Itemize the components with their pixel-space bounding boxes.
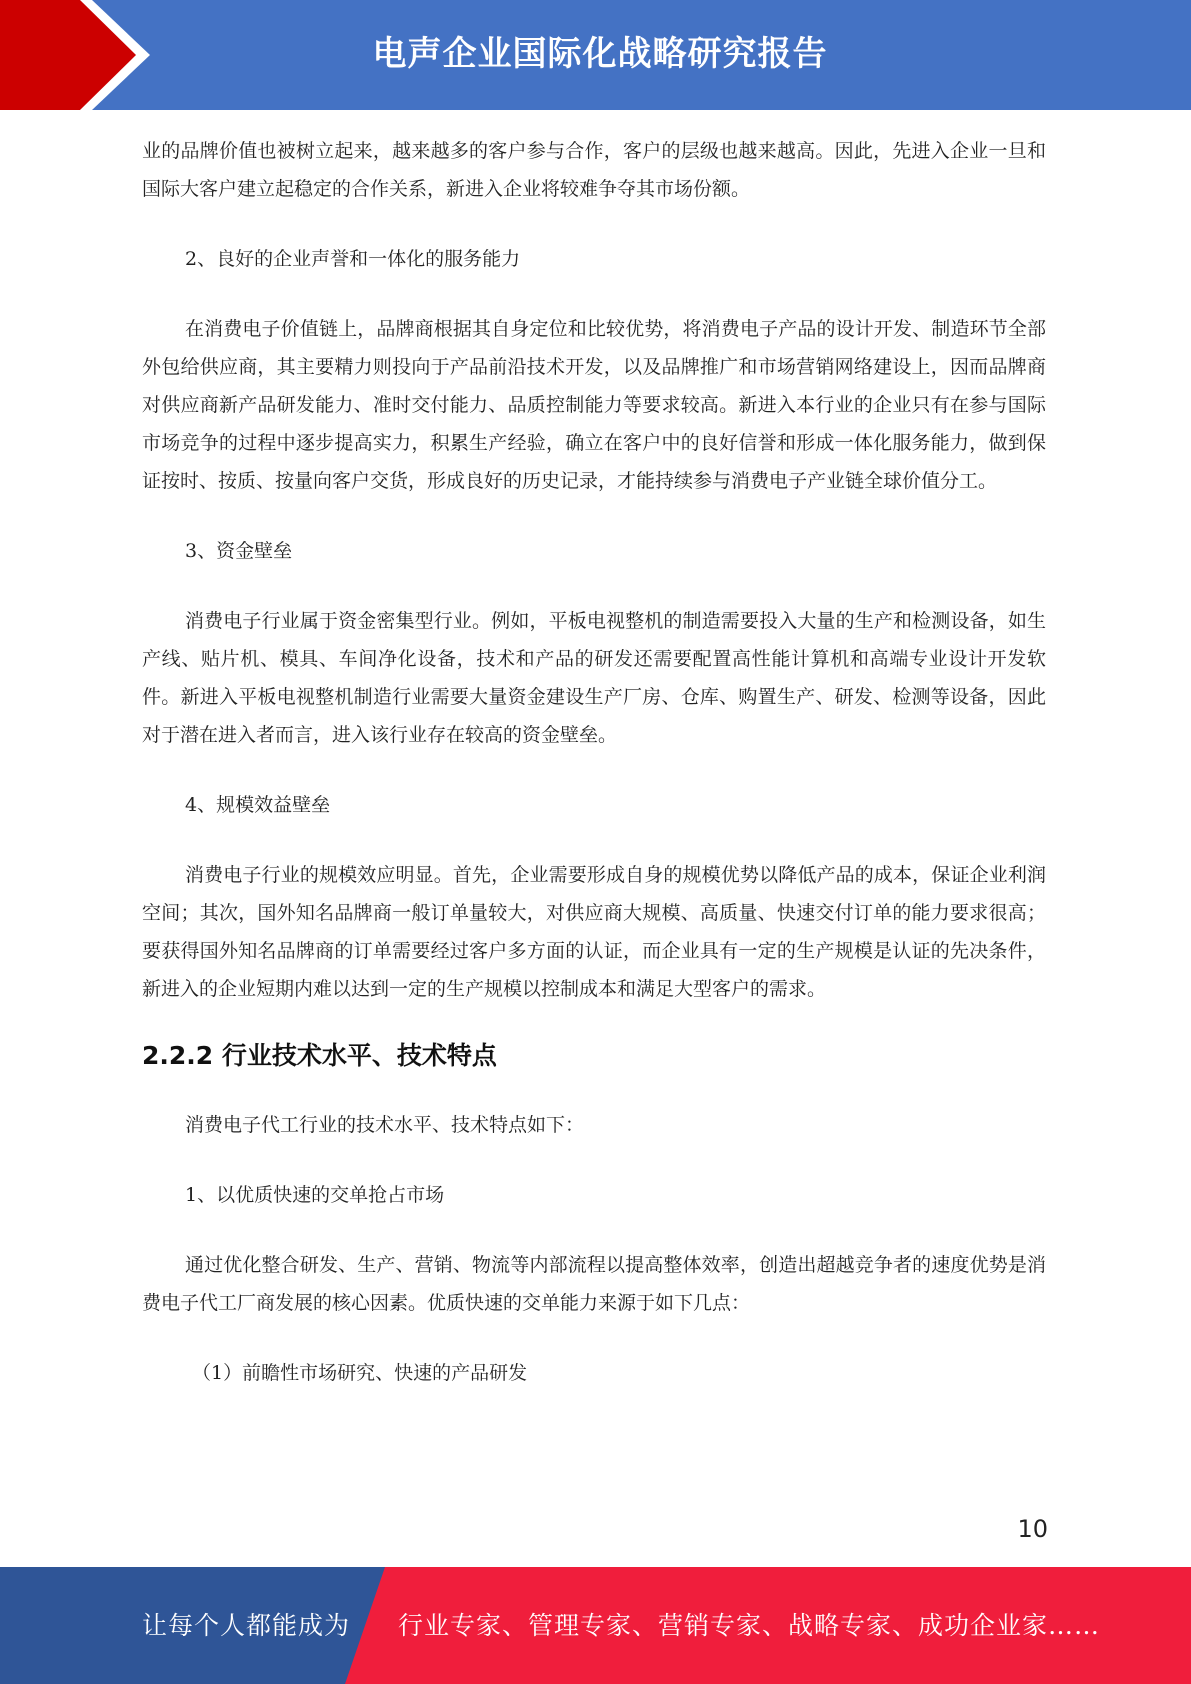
paragraph-efficiency: 通过优化整合研发、生产、营销、物流等内部流程以提高整体效率，创造出超越竞争者的速度优势是消费电子代工厂商发展的核心因素。优质快速的交单能力来源于如下几点： — [142, 1254, 1046, 1314]
paragraph-scale: 消费电子行业的规模效应明显。首先，企业需要形成自身的规模优势以降低产品的成本，保证企业利润空间；其次，国外知名品牌商一般订单量较大，对供应商大规模、高质量、快速交付订单的能力要求很高；要获得国外知名品牌商的订单需要经过客户多方面的认证，而企业具有一定的生产规模是认证的先决条件，新进入的企业短期内难以达到一定的生产规模以控制成本和满足大型客户的需求。 — [142, 864, 1046, 1000]
list-item-market-research: （1）前瞻性市场研究、快速的产品研发 — [192, 1362, 528, 1384]
paragraph-value-chain: 在消费电子价值链上，品牌商根据其自身定位和比较优势，将消费电子产品的设计开发、制造环节全部外包给供应商，其主要精力则投向于产品前沿技术开发，以及品牌推广和市场营销网络建设上，因而品牌商对供应商新产品研发能力、准时交付能力、品质控制能力等要求较高。新进入本行业的企业只有在参与国际市场竞争的过程中逐步提高实力，积累生产经验，确立在客户中的良好信誉和形成一体化服务能力，做到保证按时、按质、按量向客户交货，形成良好的历史记录，才能持续参与消费电子产业链全球价值分工。 — [142, 318, 1046, 492]
report-title: 电声企业国际化战略研究报告 — [372, 34, 828, 74]
page-footer — [0, 1567, 1191, 1684]
footer-slogan-left: 让每个人都能成为 — [142, 1611, 351, 1640]
paragraph-continued: 业的品牌价值也被树立起来，越来越多的客户参与合作，客户的层级也越来越高。因此，先进入企业一旦和国际大客户建立起稳定的合作关系，新进入企业将较难争夺其市场份额。 — [142, 140, 1046, 200]
paragraph-intro: 消费电子代工行业的技术水平、技术特点如下： — [185, 1114, 585, 1136]
list-item-capital-barrier: 3、资金壁垒 — [185, 540, 293, 562]
list-item-fast-delivery: 1、以优质快速的交单抢占市场 — [185, 1184, 445, 1206]
list-item-scale-barrier: 4、规模效益壁垒 — [185, 794, 331, 816]
page-number: 10 — [1017, 1515, 1048, 1543]
section-heading: 2.2.2 行业技术水平、技术特点 — [142, 1041, 497, 1070]
page-body — [142, 132, 1046, 1424]
list-item-reputation: 2、良好的企业声誉和一体化的服务能力 — [185, 248, 521, 270]
footer-slogan-right: 行业专家、管理专家、营销专家、战略专家、成功企业家…… — [398, 1611, 1101, 1640]
paragraph-capital: 消费电子行业属于资金密集型行业。例如，平板电视整机的制造需要投入大量的生产和检测设备，如生产线、贴片机、模具、车间净化设备，技术和产品的研发还需要配置高性能计算机和高端专业设计开发软件。新进入平板电视整机制造行业需要大量资金建设生产厂房、仓库、购置生产、研发、检测等设备，因此对于潜在进入者而言，进入该行业存在较高的资金壁垒。 — [142, 610, 1046, 746]
page-header — [0, 0, 1191, 110]
